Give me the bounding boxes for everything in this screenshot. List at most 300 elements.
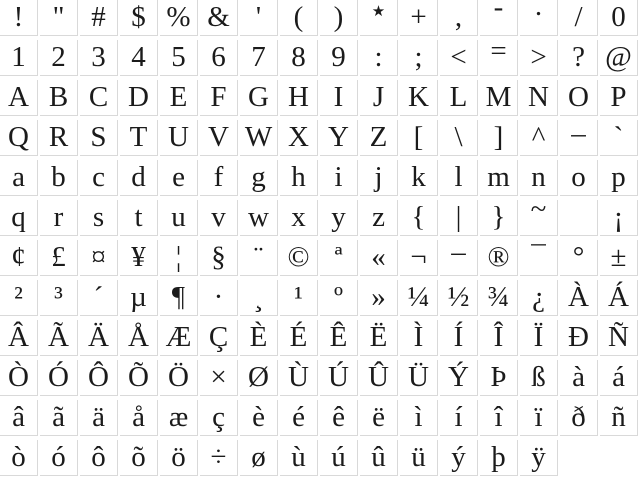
glyph-cell[interactable]	[440, 400, 478, 436]
glyph-character: ¼	[407, 281, 430, 313]
glyph-character: Â	[8, 321, 29, 353]
glyph-character: E	[169, 81, 188, 113]
glyph-cell[interactable]	[320, 240, 358, 276]
glyph-character: ä	[92, 401, 105, 433]
glyph-character: º	[334, 281, 343, 313]
glyph-cell[interactable]	[440, 160, 478, 196]
glyph-cell[interactable]	[560, 240, 598, 276]
glyph-cell[interactable]	[80, 200, 118, 236]
glyph-cell[interactable]	[280, 160, 318, 196]
ghost-cell	[600, 440, 638, 476]
glyph-cell[interactable]	[440, 120, 478, 156]
glyph-cell[interactable]	[480, 280, 518, 316]
glyph-character: ñ	[611, 401, 626, 433]
glyph-cell[interactable]	[400, 160, 438, 196]
glyph-cell[interactable]	[320, 120, 358, 156]
glyph-cell[interactable]	[240, 0, 278, 36]
glyph-character: ï	[534, 401, 543, 433]
glyph-cell[interactable]	[520, 40, 558, 76]
glyph-cell[interactable]	[480, 120, 518, 156]
glyph-cell[interactable]	[320, 360, 358, 396]
empty-glyph-cell[interactable]	[560, 200, 598, 236]
glyph-cell[interactable]	[240, 280, 278, 316]
glyph-cell[interactable]	[160, 120, 198, 156]
glyph-cell[interactable]	[520, 440, 558, 476]
glyph-character: [	[413, 121, 424, 153]
glyph-cell[interactable]	[600, 160, 638, 196]
glyph-character: ²	[14, 281, 23, 313]
glyph-character: Ã	[48, 321, 69, 353]
glyph-cell[interactable]	[120, 0, 158, 36]
glyph-cell[interactable]	[120, 240, 158, 276]
glyph-character: æ	[168, 401, 189, 433]
glyph-character: 8	[291, 41, 306, 73]
glyph-cell[interactable]	[320, 320, 358, 356]
glyph-character: Ø	[248, 361, 269, 393]
glyph-character: à	[572, 361, 585, 393]
glyph-cell[interactable]	[0, 200, 38, 236]
glyph-cell[interactable]	[480, 320, 518, 356]
glyph-cell[interactable]	[240, 240, 278, 276]
glyph-character: Z	[369, 121, 388, 153]
glyph-character: Ü	[408, 361, 429, 393]
glyph-cell[interactable]	[520, 240, 558, 276]
glyph-cell[interactable]	[160, 40, 198, 76]
glyph-cell[interactable]	[520, 160, 558, 196]
glyph-character: d	[131, 161, 146, 193]
glyph-cell[interactable]	[200, 160, 238, 196]
glyph-cell[interactable]	[440, 440, 478, 476]
glyph-cell[interactable]	[440, 280, 478, 316]
glyph-cell[interactable]	[80, 320, 118, 356]
glyph-character: Ä	[88, 321, 109, 353]
glyph-character: 3	[91, 41, 106, 73]
glyph-character: –	[451, 236, 466, 268]
glyph-cell[interactable]	[520, 280, 558, 316]
glyph-cell[interactable]	[320, 280, 358, 316]
glyph-cell[interactable]	[240, 440, 278, 476]
glyph-cell[interactable]	[280, 440, 318, 476]
glyph-cell[interactable]	[240, 400, 278, 436]
glyph-character: O	[568, 81, 589, 113]
glyph-character: #	[91, 1, 106, 33]
glyph-character: \	[454, 121, 463, 153]
glyph-character: H	[288, 81, 309, 113]
glyph-character: v	[211, 201, 226, 233]
glyph-cell[interactable]	[400, 440, 438, 476]
glyph-cell[interactable]	[480, 440, 518, 476]
glyph-cell[interactable]	[440, 40, 478, 76]
glyph-cell[interactable]	[160, 320, 198, 356]
glyph-character: Å	[128, 321, 149, 353]
glyph-character: ±	[610, 241, 627, 273]
glyph-cell[interactable]	[40, 200, 78, 236]
glyph-cell[interactable]	[520, 0, 558, 36]
glyph-cell[interactable]	[160, 160, 198, 196]
glyph-character: i	[334, 161, 343, 193]
glyph-cell[interactable]	[160, 440, 198, 476]
glyph-character: V	[208, 121, 229, 153]
glyph-cell[interactable]	[40, 400, 78, 436]
glyph-cell[interactable]	[160, 400, 198, 436]
glyph-cell[interactable]	[0, 240, 38, 276]
glyph-cell[interactable]	[480, 200, 518, 236]
glyph-cell[interactable]	[400, 0, 438, 36]
glyph-cell[interactable]	[280, 120, 318, 156]
glyph-cell[interactable]	[440, 320, 478, 356]
glyph-cell[interactable]	[200, 40, 238, 76]
glyph-cell[interactable]	[320, 440, 358, 476]
glyph-cell[interactable]	[480, 360, 518, 396]
glyph-character: Ë	[369, 321, 388, 353]
glyph-cell[interactable]	[80, 160, 118, 196]
glyph-cell[interactable]	[120, 320, 158, 356]
glyph-cell[interactable]	[400, 280, 438, 316]
glyph-cell[interactable]	[400, 400, 438, 436]
glyph-cell[interactable]	[200, 440, 238, 476]
glyph-cell[interactable]	[0, 400, 38, 436]
glyph-character: "	[52, 1, 65, 33]
glyph-character: £	[51, 241, 66, 273]
glyph-cell[interactable]	[0, 40, 38, 76]
glyph-character: ö	[171, 441, 186, 473]
glyph-character: -	[493, 0, 504, 23]
glyph-cell[interactable]	[400, 40, 438, 76]
glyph-character: L	[449, 81, 468, 113]
glyph-cell[interactable]	[200, 360, 238, 396]
glyph-cell[interactable]	[120, 280, 158, 316]
glyph-cell[interactable]	[280, 80, 318, 116]
glyph-character: °	[572, 241, 585, 273]
glyph-character: 5	[171, 41, 186, 73]
glyph-cell[interactable]	[0, 160, 38, 196]
glyph-character: ,	[454, 1, 463, 33]
glyph-cell[interactable]	[280, 200, 318, 236]
glyph-cell[interactable]	[120, 120, 158, 156]
glyph-character: ·	[213, 281, 224, 313]
glyph-cell[interactable]	[160, 240, 198, 276]
glyph-cell[interactable]	[320, 400, 358, 436]
glyph-character: G	[248, 81, 269, 113]
glyph-cell[interactable]	[440, 360, 478, 396]
glyph-cell[interactable]	[360, 320, 398, 356]
glyph-cell[interactable]	[600, 280, 638, 316]
glyph-cell[interactable]	[240, 320, 278, 356]
glyph-character: Q	[8, 121, 29, 153]
glyph-cell[interactable]	[560, 0, 598, 36]
glyph-cell[interactable]	[280, 360, 318, 396]
glyph-character: /	[574, 1, 583, 33]
glyph-character: Ç	[208, 321, 229, 353]
glyph-character: ø	[251, 441, 266, 473]
glyph-character: 7	[251, 41, 266, 73]
glyph-cell[interactable]	[0, 320, 38, 356]
glyph-cell[interactable]	[40, 120, 78, 156]
glyph-character: ^	[531, 121, 546, 153]
glyph-cell[interactable]	[320, 160, 358, 196]
glyph-cell[interactable]	[360, 40, 398, 76]
glyph-character: p	[611, 161, 626, 193]
glyph-cell[interactable]	[320, 200, 358, 236]
glyph-cell[interactable]	[160, 280, 198, 316]
glyph-cell[interactable]	[400, 360, 438, 396]
glyph-cell[interactable]	[400, 80, 438, 116]
glyph-character: _	[571, 108, 586, 140]
glyph-character: x	[291, 201, 306, 233]
glyph-character: Ì	[413, 321, 424, 353]
glyph-cell[interactable]	[360, 200, 398, 236]
glyph-cell[interactable]	[280, 240, 318, 276]
glyph-character: Û	[368, 361, 389, 393]
glyph-cell[interactable]	[560, 280, 598, 316]
glyph-cell[interactable]	[520, 360, 558, 396]
glyph-cell[interactable]	[560, 160, 598, 196]
glyph-character: í	[454, 401, 463, 433]
glyph-cell[interactable]	[600, 240, 638, 276]
glyph-character: ¹	[294, 281, 303, 313]
glyph-cell[interactable]	[0, 360, 38, 396]
glyph-cell[interactable]	[240, 120, 278, 156]
glyph-cell[interactable]	[240, 160, 278, 196]
glyph-character: å	[132, 401, 145, 433]
glyph-cell[interactable]	[40, 40, 78, 76]
glyph-cell[interactable]	[40, 240, 78, 276]
glyph-cell[interactable]	[360, 360, 398, 396]
glyph-cell[interactable]	[520, 193, 558, 236]
glyph-character: ½	[447, 281, 470, 313]
glyph-cell[interactable]	[400, 120, 438, 156]
glyph-cell[interactable]	[0, 80, 38, 116]
glyph-cell[interactable]	[480, 0, 518, 36]
glyph-cell[interactable]	[440, 200, 478, 236]
glyph-character: M	[485, 81, 512, 113]
glyph-cell[interactable]	[600, 40, 638, 76]
glyph-character: 2	[51, 41, 66, 73]
glyph-cell[interactable]	[40, 160, 78, 196]
glyph-cell[interactable]	[560, 108, 598, 156]
glyph-character: |	[455, 201, 462, 233]
glyph-cell[interactable]	[80, 440, 118, 476]
glyph-cell[interactable]	[600, 400, 638, 436]
glyph-cell[interactable]	[520, 400, 558, 436]
glyph-cell[interactable]	[600, 120, 638, 156]
glyph-character: Þ	[490, 361, 507, 393]
glyph-cell[interactable]	[480, 35, 518, 76]
glyph-cell[interactable]	[200, 80, 238, 116]
glyph-cell[interactable]	[80, 80, 118, 116]
glyph-character: Ò	[8, 361, 29, 393]
glyph-character: ¬	[410, 241, 427, 273]
glyph-cell[interactable]	[200, 400, 238, 436]
glyph-character: Æ	[165, 321, 192, 353]
glyph-cell[interactable]	[160, 360, 198, 396]
glyph-cell[interactable]	[120, 200, 158, 236]
glyph-character: ]	[493, 121, 504, 153]
glyph-character: ¨	[253, 241, 264, 273]
glyph-cell[interactable]	[360, 440, 398, 476]
glyph-character: o	[571, 161, 586, 193]
glyph-character: Ô	[88, 361, 109, 393]
glyph-character: ÿ	[531, 441, 546, 473]
glyph-cell[interactable]	[0, 280, 38, 316]
glyph-character: ¢	[11, 241, 26, 273]
glyph-character: á	[612, 361, 625, 393]
glyph-character: Ï	[533, 321, 544, 353]
glyph-character: &	[207, 1, 230, 33]
glyph-cell[interactable]	[80, 360, 118, 396]
glyph-cell[interactable]	[120, 40, 158, 76]
glyph-cell[interactable]	[600, 360, 638, 396]
glyph-cell[interactable]	[200, 0, 238, 36]
glyph-cell[interactable]	[360, 0, 398, 36]
glyph-cell[interactable]	[600, 0, 638, 36]
glyph-cell[interactable]	[440, 0, 478, 36]
glyph-cell[interactable]	[80, 40, 118, 76]
glyph-cell[interactable]	[200, 120, 238, 156]
glyph-cell[interactable]	[600, 320, 638, 356]
glyph-cell[interactable]	[440, 236, 478, 276]
glyph-cell[interactable]	[280, 320, 318, 356]
glyph-cell[interactable]	[40, 280, 78, 316]
glyph-character: Á	[608, 281, 629, 313]
glyph-cell[interactable]	[280, 280, 318, 316]
glyph-cell[interactable]	[80, 0, 118, 36]
glyph-cell[interactable]	[480, 400, 518, 436]
glyph-cell[interactable]	[120, 360, 158, 396]
glyph-character: w	[248, 201, 269, 233]
glyph-cell[interactable]	[360, 240, 398, 276]
glyph-cell[interactable]	[280, 400, 318, 436]
glyph-cell[interactable]	[40, 440, 78, 476]
glyph-cell[interactable]	[440, 80, 478, 116]
glyph-cell[interactable]	[520, 320, 558, 356]
glyph-cell[interactable]	[200, 240, 238, 276]
glyph-cell[interactable]	[360, 160, 398, 196]
glyph-character: ë	[372, 401, 385, 433]
glyph-character: B	[48, 81, 69, 113]
glyph-character: l	[454, 161, 463, 193]
glyph-character: û	[371, 441, 386, 473]
glyph-character: ★	[371, 2, 386, 20]
glyph-cell[interactable]	[40, 80, 78, 116]
glyph-cell[interactable]	[120, 440, 158, 476]
glyph-character: J	[372, 81, 385, 113]
glyph-cell[interactable]	[560, 40, 598, 76]
glyph-cell[interactable]	[40, 320, 78, 356]
glyph-cell[interactable]	[200, 280, 238, 316]
glyph-cell[interactable]	[320, 80, 358, 116]
glyph-cell[interactable]	[520, 80, 558, 116]
glyph-cell[interactable]	[120, 160, 158, 196]
glyph-cell[interactable]	[120, 400, 158, 436]
glyph-cell[interactable]	[240, 200, 278, 236]
glyph-character: u	[171, 201, 186, 233]
glyph-cell[interactable]	[320, 0, 358, 36]
glyph-cell[interactable]	[160, 80, 198, 116]
glyph-cell[interactable]	[160, 200, 198, 236]
glyph-cell[interactable]	[160, 0, 198, 36]
glyph-character: ¿	[532, 281, 545, 313]
glyph-character: P	[610, 81, 627, 113]
glyph-character: ó	[51, 441, 66, 473]
glyph-character: 4	[131, 41, 146, 73]
glyph-cell[interactable]	[40, 0, 78, 36]
glyph-character: ª	[334, 241, 343, 273]
glyph-cell[interactable]	[320, 40, 358, 76]
glyph-character: ÷	[210, 441, 227, 473]
glyph-character: }	[491, 201, 506, 233]
glyph-cell[interactable]	[200, 320, 238, 356]
glyph-character: ð	[571, 401, 586, 433]
glyph-cell[interactable]	[80, 120, 118, 156]
glyph-character: C	[88, 81, 109, 113]
glyph-cell[interactable]	[40, 360, 78, 396]
glyph-cell[interactable]	[80, 280, 118, 316]
glyph-cell[interactable]	[80, 240, 118, 276]
glyph-cell[interactable]	[80, 400, 118, 436]
glyph-character: Y	[328, 121, 349, 153]
glyph-cell[interactable]	[240, 40, 278, 76]
glyph-character: y	[331, 201, 346, 233]
glyph-cell[interactable]	[480, 80, 518, 116]
glyph-cell[interactable]	[560, 320, 598, 356]
glyph-character: è	[252, 401, 265, 433]
ghost-cell	[560, 440, 598, 476]
glyph-cell[interactable]	[0, 440, 38, 476]
glyph-cell[interactable]	[0, 120, 38, 156]
glyph-character: 6	[211, 41, 226, 73]
glyph-cell[interactable]	[240, 80, 278, 116]
glyph-character: h	[291, 161, 306, 193]
glyph-character: 0	[611, 1, 626, 33]
glyph-character: e	[172, 161, 185, 193]
glyph-character: $	[131, 1, 146, 33]
glyph-character: `	[613, 121, 624, 153]
glyph-cell[interactable]	[560, 360, 598, 396]
glyph-cell[interactable]	[0, 0, 38, 36]
glyph-cell[interactable]	[360, 400, 398, 436]
glyph-cell[interactable]	[200, 200, 238, 236]
glyph-cell[interactable]	[360, 280, 398, 316]
glyph-cell[interactable]	[240, 360, 278, 396]
glyph-cell[interactable]	[360, 120, 398, 156]
glyph-character: W	[244, 121, 273, 153]
glyph-cell[interactable]	[280, 40, 318, 76]
glyph-character: À	[568, 281, 589, 313]
glyph-character: »	[371, 281, 386, 313]
glyph-cell[interactable]	[560, 400, 598, 436]
glyph-character: ¦	[175, 241, 182, 273]
glyph-cell[interactable]	[400, 320, 438, 356]
glyph-cell[interactable]	[400, 240, 438, 276]
glyph-cell[interactable]	[480, 240, 518, 276]
glyph-cell[interactable]	[480, 160, 518, 196]
glyph-cell[interactable]	[120, 80, 158, 116]
glyph-character: 1	[11, 41, 26, 73]
glyph-cell[interactable]	[520, 120, 558, 156]
glyph-character: I	[333, 81, 344, 113]
glyph-character: T	[129, 121, 148, 153]
glyph-cell[interactable]	[280, 0, 318, 36]
glyph-character: %	[166, 1, 191, 33]
glyph-character: ¥	[131, 241, 146, 273]
glyph-character: ³	[54, 281, 63, 313]
glyph-cell[interactable]	[400, 200, 438, 236]
glyph-cell[interactable]	[600, 80, 638, 116]
glyph-cell[interactable]	[360, 80, 398, 116]
glyph-cell[interactable]	[600, 200, 638, 236]
glyph-character: k	[411, 161, 426, 193]
